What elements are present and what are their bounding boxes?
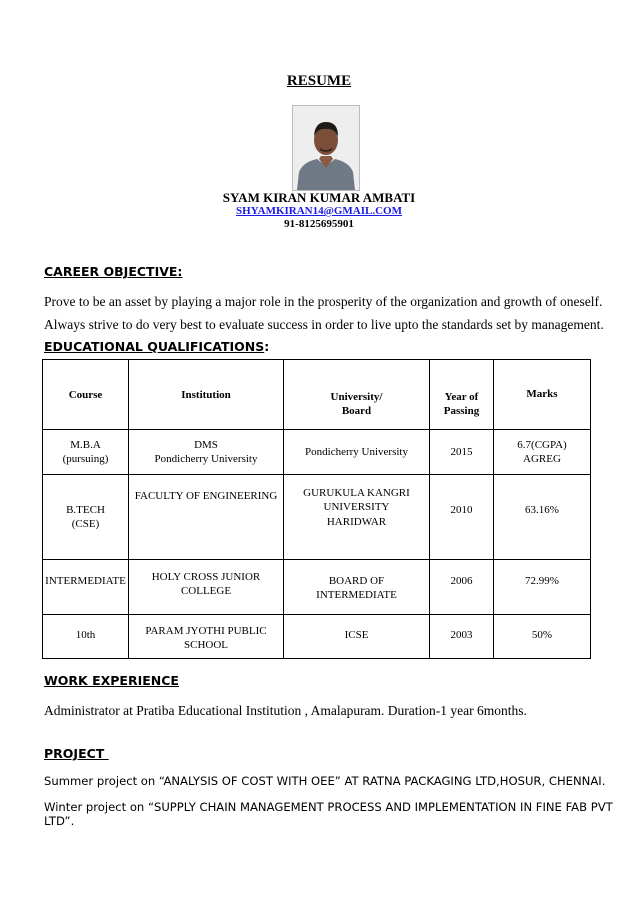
col-university-l2: Board	[341, 405, 372, 418]
col-university	[284, 360, 430, 430]
cell-institution	[129, 615, 284, 659]
education-heading	[44, 339, 269, 354]
cell-marks	[494, 430, 591, 475]
project-heading: PROJECT	[44, 746, 109, 761]
cell-university	[284, 560, 430, 615]
cell-text: SCHOOL	[183, 639, 228, 652]
winter-project-line-1: Winter project on “SUPPLY CHAIN MANAGEMENT PROCESS AND IMPLEMENTATION IN FINE FAB PVT	[44, 800, 613, 814]
cell-institution: FACULTY OF ENGINEERING	[129, 475, 284, 560]
table-row	[43, 615, 591, 659]
cell-university	[284, 475, 430, 560]
cell-text: (pursuing)	[62, 453, 109, 465]
col-course: Course	[43, 360, 129, 430]
work-experience-heading: WORK EXPERIENCE	[44, 673, 179, 688]
cell-university: Pondicherry University	[284, 430, 430, 475]
cell-course	[43, 430, 129, 475]
cell-marks: 72.99%	[494, 560, 591, 615]
candidate-name: SYAM KIRAN KUMAR AMBATI	[222, 190, 416, 205]
career-objective-heading: CAREER OBJECTIVE:	[44, 264, 183, 279]
col-marks: Marks	[494, 360, 591, 430]
education-heading-text: EDUCATIONAL QUALIFICATIONS	[44, 339, 265, 354]
cell-text: INTERMEDIATE	[316, 589, 397, 602]
summer-project-line: Summer project on “ANALYSIS OF COST WITH OEE” AT RATNA PACKAGING LTD,HOSUR, CHENNAI.	[44, 774, 606, 788]
cell-text: PARAM JYOTHI PUBLIC	[145, 625, 267, 637]
table-row	[43, 430, 591, 475]
cell-institution	[129, 560, 284, 615]
cell-text: HOLY CROSS JUNIOR	[151, 571, 261, 583]
cell-text: Pondicherry University	[154, 453, 258, 465]
profile-photo	[292, 105, 360, 191]
col-institution: Institution	[129, 360, 284, 430]
col-year-l1: Year of	[444, 391, 479, 403]
cell-year: 2006	[430, 560, 494, 615]
cell-text: AGREG	[523, 453, 561, 465]
col-year	[430, 360, 494, 430]
winter-project-line-2: LTD”.	[44, 814, 75, 828]
cell-text: GURUKULA KANGRI	[303, 487, 410, 499]
cell-text: B.TECH	[66, 504, 105, 516]
cell-course: INTERMEDIATE	[43, 560, 129, 615]
cell-text: M.B.A	[70, 438, 101, 451]
cell-text: UNIVERSITY	[323, 501, 390, 514]
cell-university: ICSE	[284, 615, 430, 659]
resume-title: RESUME	[286, 73, 352, 89]
cell-year: 2003	[430, 615, 494, 659]
cell-text: DMS	[194, 438, 218, 451]
col-university-l1: University/	[330, 391, 383, 403]
phone-number: 91-8125695901	[284, 218, 354, 230]
cell-text: COLLEGE	[180, 585, 232, 598]
col-year-l2: Passing	[443, 405, 480, 418]
table-row	[43, 475, 591, 560]
cell-marks: 50%	[494, 615, 591, 659]
cell-course: 10th	[43, 615, 129, 659]
cell-text: BOARD OF	[328, 575, 385, 587]
cell-text: 6.7(CGPA)	[517, 438, 567, 451]
cell-year: 2010	[430, 475, 494, 560]
cell-institution	[129, 430, 284, 475]
education-heading-colon: :	[264, 339, 270, 354]
table-header-row	[43, 360, 591, 430]
objective-line-2: Always strive to do very best to evaluate success in order to live upto the standards set by management.	[44, 317, 604, 332]
cell-text: (CSE)	[71, 518, 100, 531]
education-table	[42, 359, 591, 659]
cell-year: 2015	[430, 430, 494, 475]
cell-course	[43, 475, 129, 560]
email-link[interactable]: SHYAMKIRAN14@GMAIL.COM	[236, 205, 402, 217]
table-row	[43, 560, 591, 615]
cell-text: HARIDWAR	[326, 515, 387, 528]
work-experience-line: Administrator at Pratiba Educational Institution , Amalapuram. Duration-1 year 6months.	[44, 703, 527, 718]
person-photo-icon	[293, 106, 359, 190]
cell-marks: 63.16%	[494, 475, 591, 560]
objective-line-1: Prove to be an asset by playing a major role in the prosperity of the organization and growth of oneself.	[44, 294, 603, 309]
